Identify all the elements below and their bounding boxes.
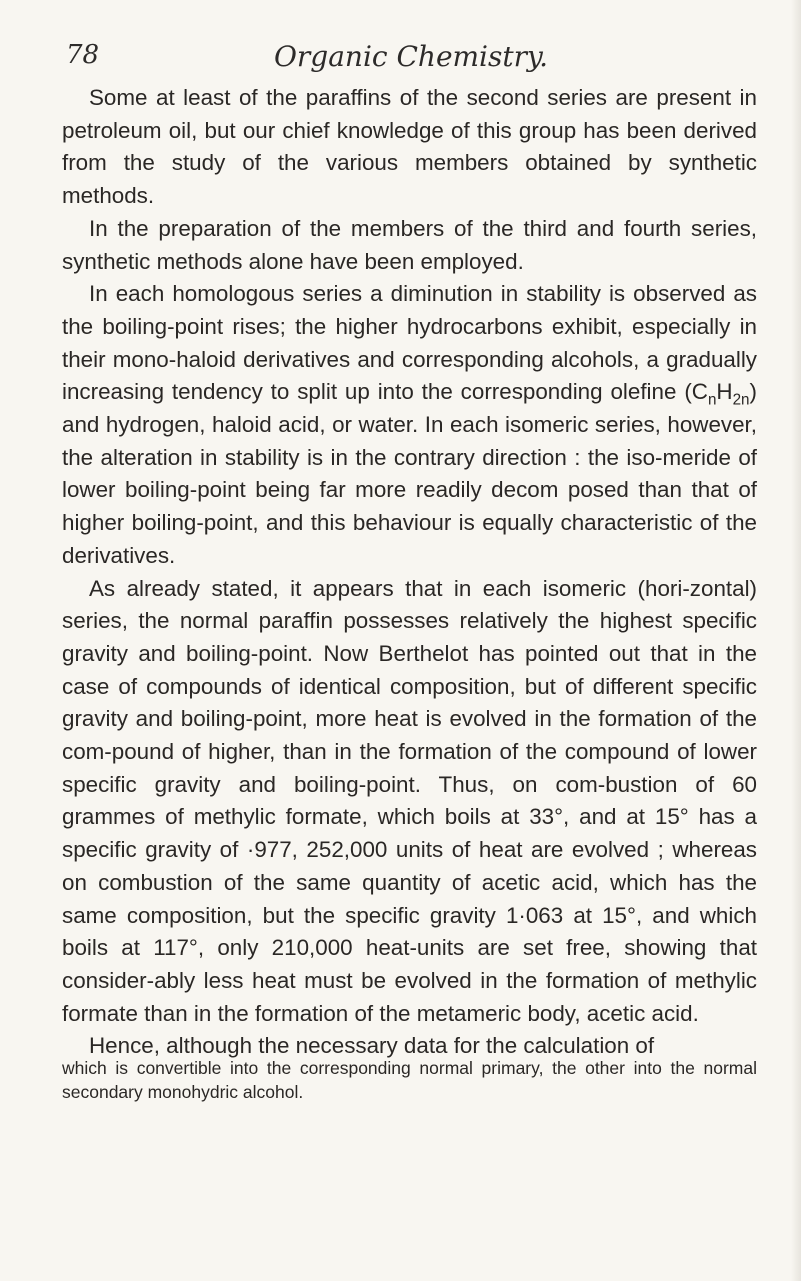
page-number: 78 — [66, 40, 100, 70]
paragraph-3-text-end: ) and hydrogen, haloid acid, or water. In each isomeric series, however, the alteration in stability is in the contrary direction : the iso-meride of lower boiling-point being far more readily decom posed than that of higher boiling-point, and this behaviour is equally characteristic of the derivatives. — [62, 379, 757, 568]
paragraph-3 — [62, 278, 757, 572]
body-text — [62, 82, 757, 1063]
running-title: Organic Chemistry. — [273, 40, 549, 73]
page-edge — [791, 0, 801, 1281]
paragraph-1: Some at least of the paraffins of the second series are present in petroleum oil, but our chief knowledge of this group has been derived from the study of the various members obtained by synthetic methods. — [62, 85, 757, 209]
page-header — [66, 40, 756, 80]
paragraph-4: As already stated, it appears that in each isomeric (hori-zontal) series, the normal paraffin possesses relatively the highest specific gravity and boiling-point. Now Berthelot has pointed out that in the case of compounds of identical composition, but of different specific gravity and boiling-point, more heat is evolved in the formation of the com-pound of higher, than in the formation of the compound of lower specific gravity and boiling-point. Thus, on com-bustion of 60 grammes of methylic formate, which boils at 33°, and at 15° has a specific gravity of ·977, 252,000 units of heat are evolved ; whereas on combustion of the same quantity of acetic acid, which has the same composition, but the specific gravity 1·063 at 15°, and which boils at 117°, only 210,000 heat-units are set free, showing that consider-ably less heat must be evolved in the formation of methylic formate than in the formation of the metameric body, acetic acid. — [62, 575, 757, 1026]
paragraph-5: Hence, although the necessary data for the calculation of — [89, 1033, 655, 1059]
footnote-text: which is convertible into the corresponding normal primary, the other into the normal secondary monohydric alcohol. — [62, 1058, 757, 1102]
olefine-formula: $C_nH_{2n}$ — [691, 379, 750, 409]
paragraph-2: In the preparation of the members of the third and fourth series, synthetic methods alone have been employed. — [62, 215, 757, 274]
paragraph-3-text-start: In each homologous series a diminution in stability is observed as the boiling-point rises; the higher hydrocarbons exhibit, especially in their mono-haloid derivatives and corresponding alcohols, a gradually increasing tendency to split up into the corresponding olefine ( — [62, 281, 757, 405]
footnote — [62, 1056, 757, 1104]
